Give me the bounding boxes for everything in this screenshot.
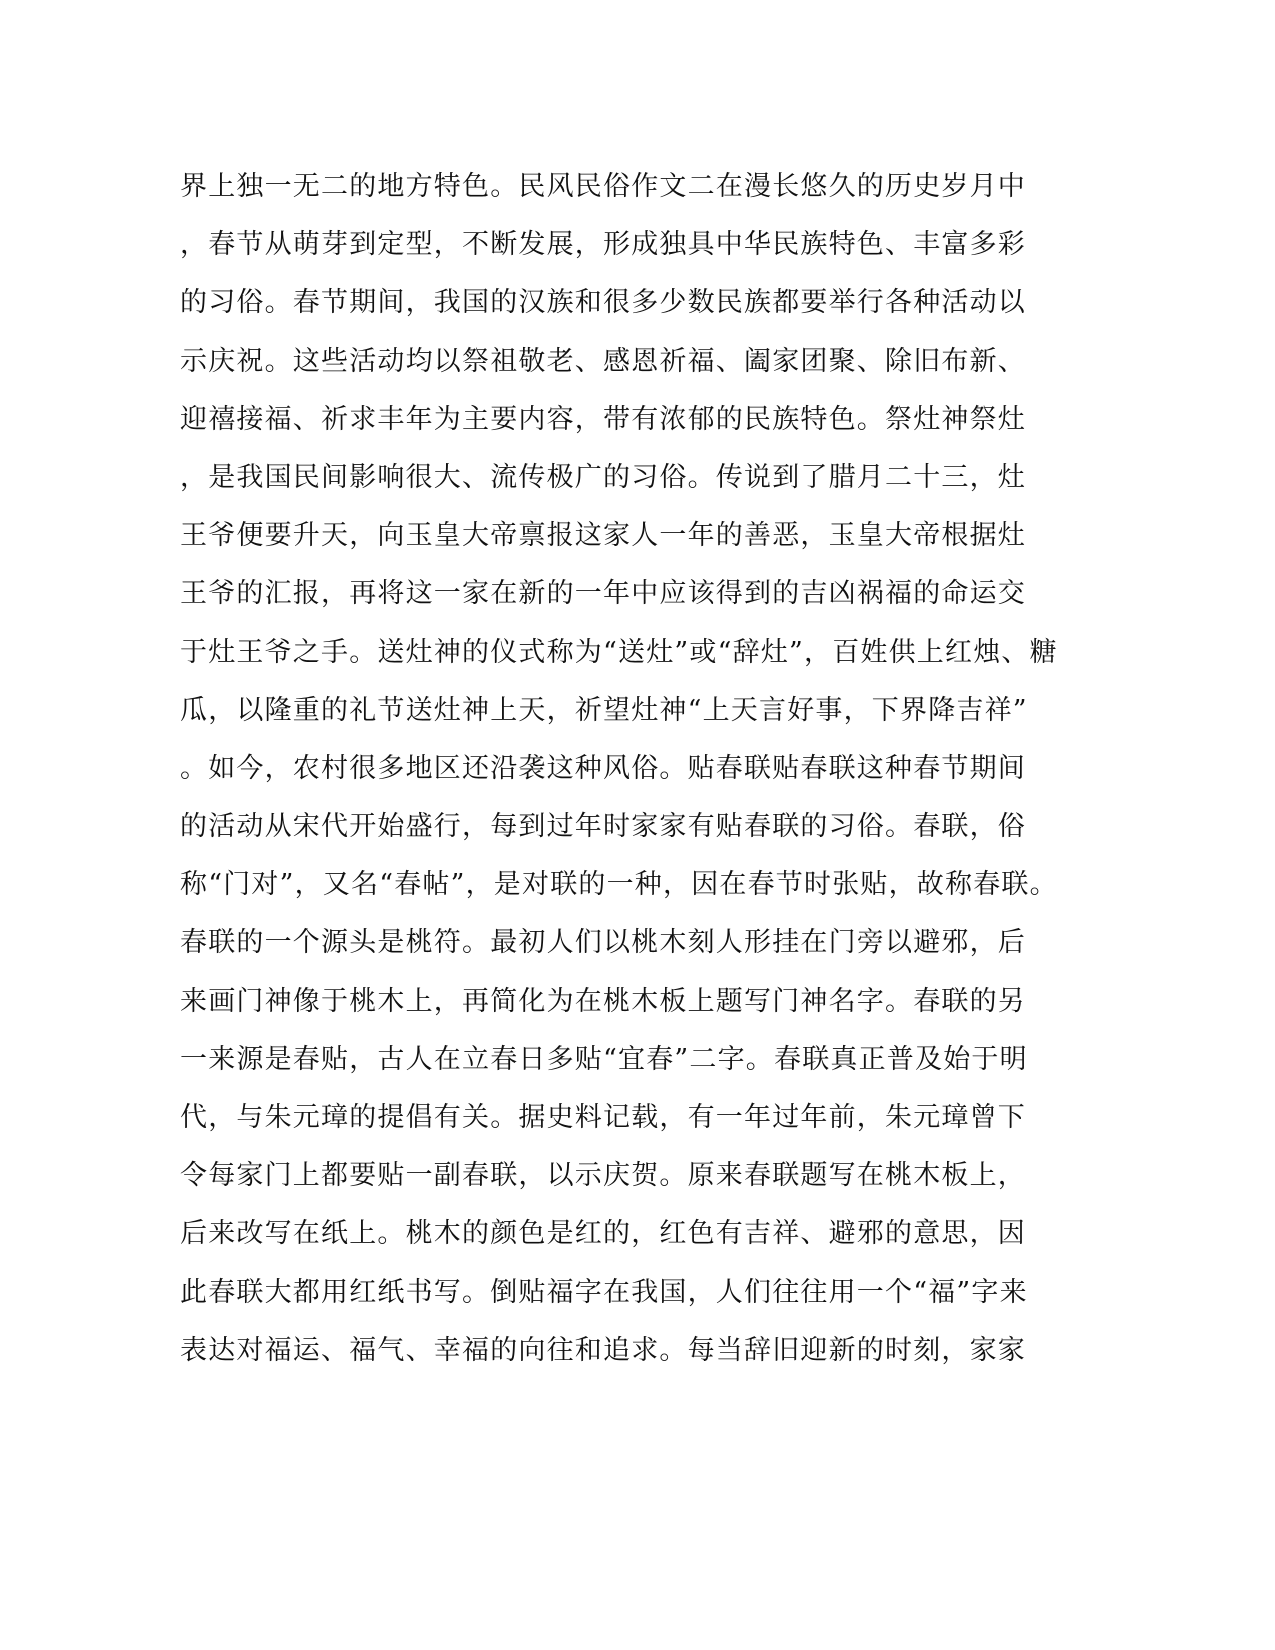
text-line: 令每家门上都要贴一副春联，以示庆贺。原来春联题写在桃木板上， xyxy=(180,1160,1026,1192)
text-line: 王爷便要升天，向玉皇大帝禀报这家人一年的善恶，玉皇大帝根据灶 xyxy=(180,520,1026,552)
text-line: 的习俗。春节期间，我国的汉族和很多少数民族都要举行各种活动以 xyxy=(180,287,1026,319)
text-line: 的活动从宋代开始盛行，每到过年时家家有贴春联的习俗。春联，俗 xyxy=(180,811,1026,843)
text-line: 于灶王爷之手。送灶神的仪式称为“送灶”或“辞灶”，百姓供上红烛、糖 xyxy=(180,636,1058,668)
text-line: 后来改写在纸上。桃木的颜色是红的，红色有吉祥、避邪的意思，因 xyxy=(180,1218,1026,1250)
text-line: 来画门神像于桃木上，再简化为在桃木板上题写门神名字。春联的另 xyxy=(180,985,1026,1017)
text-line: 界上独一无二的地方特色。民风民俗作文二在漫长悠久的历史岁月中 xyxy=(180,171,1026,202)
text-line: 代，与朱元璋的提倡有关。据史料记载，有一年过年前，朱元璋曾下 xyxy=(180,1102,1026,1133)
text-line: 迎禧接福、祈求丰年为主要内容，带有浓郁的民族特色。祭灶神祭灶 xyxy=(180,403,1026,435)
text-line: 王爷的汇报，再将这一家在新的一年中应该得到的吉凶祸福的命运交 xyxy=(180,578,1026,610)
text-line: 称“门对”，又名“春帖”，是对联的一种，因在春节时张贴，故称春联。 xyxy=(180,869,1058,901)
text-line: 。如今，农村很多地区还沿袭这种风俗。贴春联贴春联这种春节期间 xyxy=(180,752,1026,784)
text-line: 示庆祝。这些活动均以祭祖敬老、感恩祈福、阖家团聚、除旧布新、 xyxy=(180,345,1026,377)
text-line: 此春联大都用红纸书写。倒贴福字在我国，人们往往用一个“福”字来 xyxy=(180,1276,1028,1308)
text-line: 春联的一个源头是桃符。最初人们以桃木刻人形挂在门旁以避邪，后 xyxy=(180,927,1026,959)
text-line: 表达对福运、福气、幸福的向往和追求。每当辞旧迎新的时刻，家家 xyxy=(180,1334,1026,1366)
text-line: ，是我国民间影响很大、流传极广的习俗。传说到了腊月二十三，灶 xyxy=(180,461,1026,493)
text-line: 瓜，以隆重的礼节送灶神上天，祈望灶神“上天言好事，下界降吉祥” xyxy=(180,694,1028,726)
text-line: 一来源是春贴，古人在立春日多贴“宜春”二字。春联真正普及始于明 xyxy=(180,1043,1028,1075)
body-text xyxy=(180,158,1080,1380)
text-line: ，春节从萌芽到定型，不断发展，形成独具中华民族特色、丰富多彩 xyxy=(180,229,1026,261)
